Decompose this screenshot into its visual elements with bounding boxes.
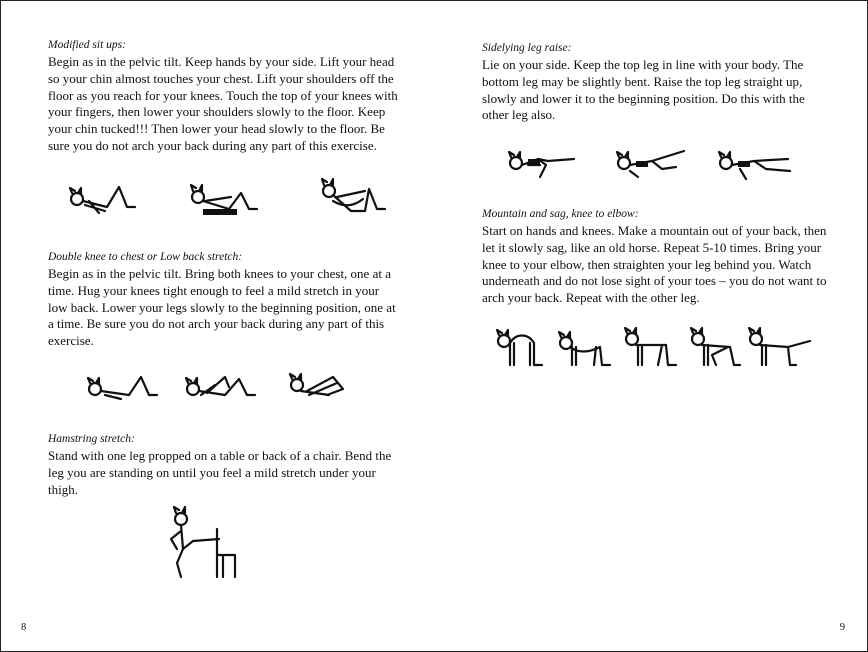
section-title: Mountain and sag, knee to elbow:: [482, 208, 639, 220]
section-body: Start on hands and knees. Make a mountain out of your back, then let it slowly sag, like an old horse. Repeat 5-10 times. Bring your knee to your elbow, then straighten your leg behind you. Watch underneath and do not lose sight of your toes – you do not want to arch your back. Repeat with the other leg.: [482, 223, 827, 306]
section-modified-sit-ups: [48, 38, 398, 155]
sit-up-illustration: [63, 177, 393, 221]
right-page: [434, 1, 867, 651]
figure-sit-up-reaching: [191, 185, 257, 215]
side-leg-raise-figures: [504, 147, 814, 187]
section-sidelying-leg-raise: [482, 41, 832, 124]
sit-up-figures: [63, 177, 393, 221]
section-body: Stand with one leg propped on a table or back of a chair. Bend the leg you are standing on until you feel a mild stretch under your thigh.: [48, 448, 392, 497]
section-body: Lie on your side. Keep the top leg in line with your body. The bottom leg may be slightly bent. Raise the top leg straight up, slowly and lower it to the beginning position. Do this with the other leg also.: [482, 57, 805, 123]
figure-lying-knees-bent: [88, 377, 157, 399]
section-title: Modified sit ups:: [48, 39, 126, 51]
figure-leg-extended: [749, 328, 810, 365]
section-hamstring-stretch: [48, 432, 398, 498]
figure-sit-up-raised: [322, 179, 385, 211]
mountain-sag-figures: [494, 325, 814, 371]
mountain-sag-illustration: [494, 325, 814, 371]
figure-side-lying: [509, 152, 574, 177]
figure-hands-knees-flat: [625, 328, 676, 365]
section-body: Begin as in the pelvic tilt. Keep hands by your side. Lift your head so your chin almost touches your chest. Lift your shoulders off the floor as you reach for your knees. Touch the top of your knees with your fingers, then lower your shoulders slowly to the floor. Keep your chin tucked!!! Then lower your head slowly to the floor. Be sure you do not arch your back during any part of this exercise.: [48, 54, 398, 153]
hamstring-illustration: [161, 505, 245, 581]
figure-hands-knees-sag: [559, 332, 610, 365]
hamstring-figure: [161, 505, 245, 581]
page-number: 8: [21, 622, 27, 633]
section-mountain-and-sag: [482, 207, 832, 307]
figure-hands-knees-mountain: [497, 330, 542, 365]
figure-knee-to-elbow: [691, 328, 740, 365]
section-title: Sidelying leg raise:: [482, 42, 572, 54]
left-page: [1, 1, 434, 651]
knee-to-chest-illustration: [83, 369, 363, 405]
section-title: Double knee to chest or Low back stretch:: [48, 251, 243, 263]
figure-standing-leg-on-chair: [171, 507, 235, 577]
section-body: Begin as in the pelvic tilt. Bring both knees to your chest, one at a time. Hug your knees tight enough to feel a mild stretch in your low back. Lower your legs slowly to the beginning position, one at a time. Be sure you do not arch your back during any part of this exercise.: [48, 266, 396, 349]
section-double-knee-to-chest: [48, 250, 398, 350]
figure-both-knees-to-chest: [290, 374, 343, 395]
figure-side-leg-raised: [617, 151, 684, 177]
figure-side-lying-return: [719, 152, 790, 179]
side-leg-raise-illustration: [504, 147, 814, 187]
knee-to-chest-figures: [83, 369, 363, 405]
figure-one-knee-to-chest: [186, 377, 255, 395]
section-title: Hamstring stretch:: [48, 433, 135, 445]
page-number: 9: [839, 622, 845, 633]
figure-lying-knees-bent: [70, 187, 135, 213]
